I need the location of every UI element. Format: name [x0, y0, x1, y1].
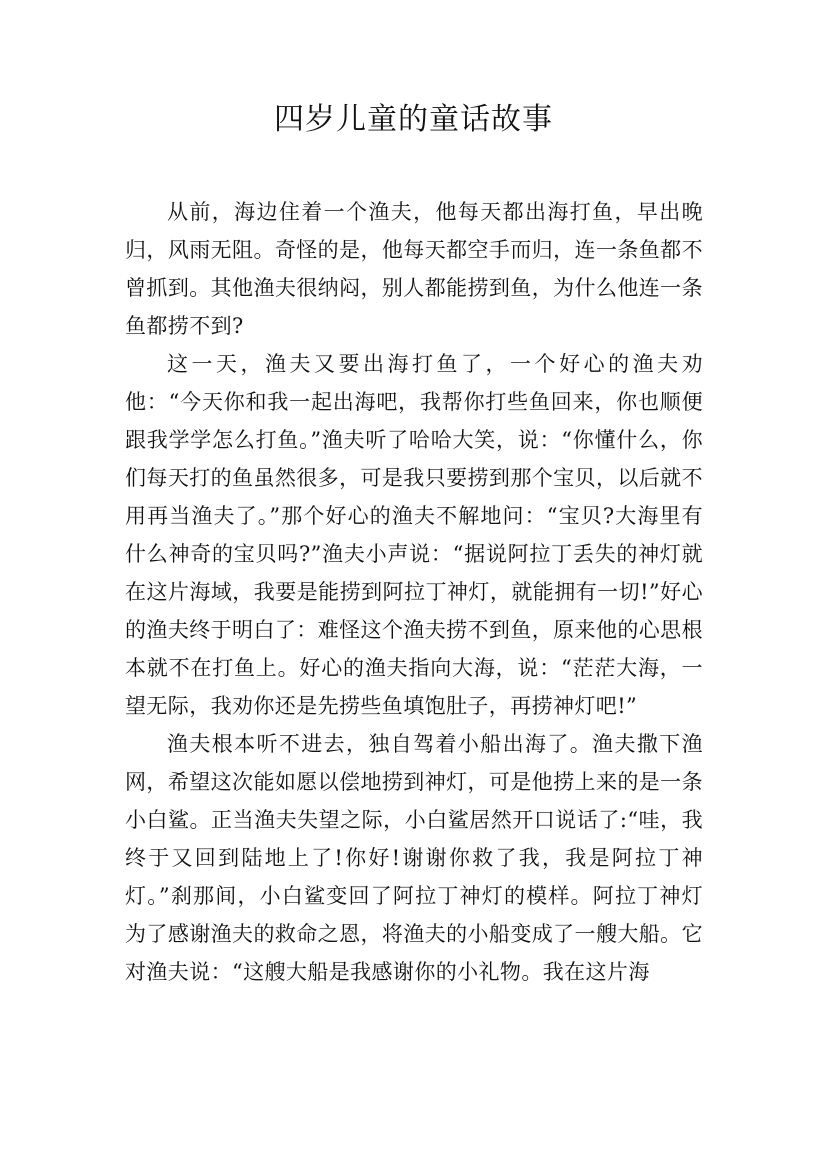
paragraph-2: 这一天，渔夫又要出海打鱼了，一个好心的渔夫劝他：“今天你和我一起出海吧，我帮你打些鱼回来，你也顺便跟我学学怎么打鱼。”渔夫听了哈哈大笑，说：“你懂什么，你们每天打的鱼虽然很多，可是我只要捞到那个宝贝，以后就不用再当渔夫了。”那个好心的渔夫不解地问：“宝贝?大海里有什么神奇的宝贝吗?”渔夫小声说：“据说阿拉丁丢失的神灯就在这片海域，我要是能捞到阿拉丁神灯，就能拥有一切!”好心的渔夫终于明白了：难怪这个渔夫捞不到鱼，原来他的心思根本就不在打鱼上。好心的渔夫指向大海，说：“茫茫大海，一望无际，我劝你还是先捞些鱼填饱肚子，再捞神灯吧!” — [125, 352, 703, 718]
paragraph-1: 从前，海边住着一个渔夫，他每天都出海打鱼，早出晚归，风雨无阻。奇怪的是，他每天都空手而归，连一条鱼都不曾抓到。其他渔夫很纳闷，别人都能捞到鱼，为什么他连一条鱼都捞不到? — [125, 200, 703, 338]
document-title: 四岁儿童的童话故事 — [274, 102, 553, 137]
document-body — [125, 193, 703, 991]
paragraph-3: 渔夫根本听不进去，独自驾着小船出海了。渔夫撒下渔网，希望这次能如愿以偿地捞到神灯，可是他捞上来的是一条小白鲨。正当渔夫失望之际，小白鲨居然开口说话了:“哇，我终于又回到陆地上了!你好!谢谢你救了我，我是阿拉丁神灯。”刹那间，小白鲨变回了阿拉丁神灯的模样。阿拉丁神灯为了感谢渔夫的救命之恩，将渔夫的小船变成了一艘大船。它对渔夫说：“这艘大船是我感谢你的小礼物。我在这片海 — [125, 732, 703, 984]
